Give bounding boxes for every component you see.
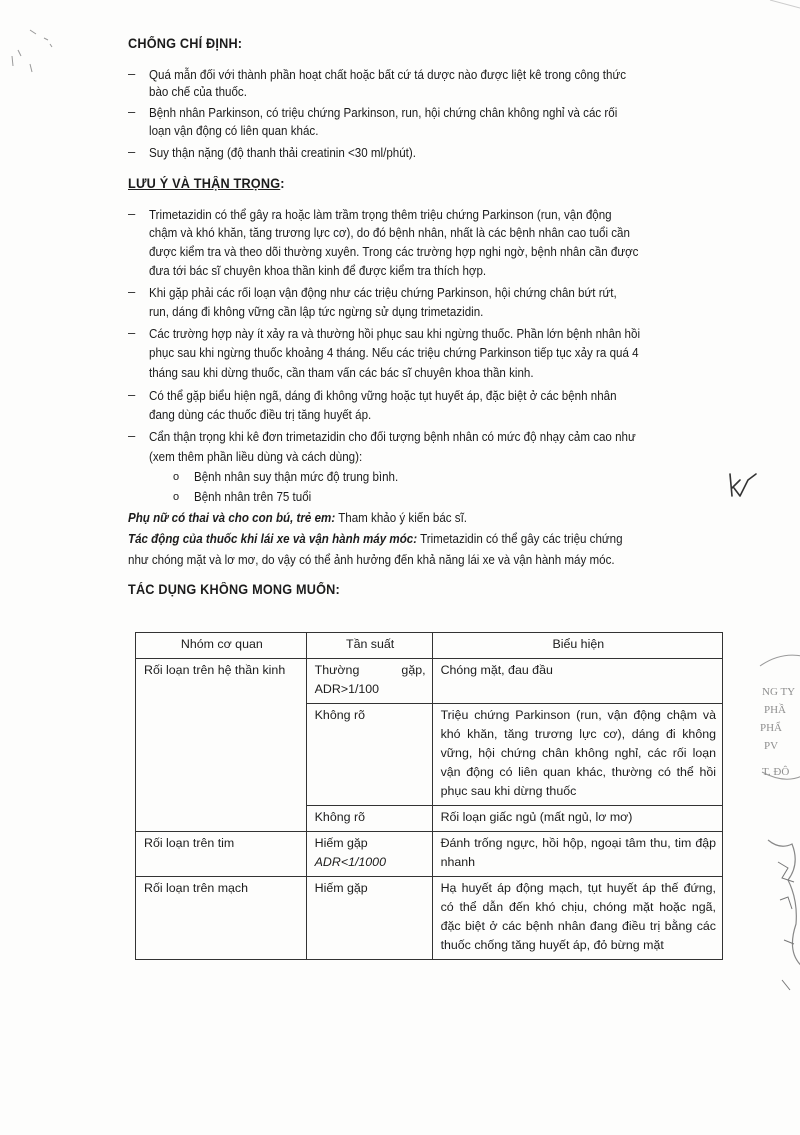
precaution-line: đưa tới bác sĩ chuyên khoa thần kinh để được kiểm tra thích hợp. [149, 264, 487, 278]
bullet-dash: – [128, 325, 136, 340]
driving-label: Tác động của thuốc khi lái xe và vận hành máy móc: [128, 532, 418, 546]
effect-cell [432, 877, 722, 960]
frequency-cell: Không rõ [306, 704, 432, 806]
bullet-circle: o [173, 491, 180, 503]
bullet-dash: – [128, 206, 136, 221]
effect-text: Chóng mặt, đau đầu [440, 663, 553, 677]
effect-text: Hạ huyết áp động mạch, tụt huyết áp thế đứng, có thể dẫn đến khó chịu, chóng mặt hoặc ngã, đặc biệt ở các bệnh nhân đang điều trị bằng các thuốc chống tăng huyết áp, đỏ bừng mặt [440, 881, 716, 952]
contraindication-line: Suy thận nặng (độ thanh thải creatinin <30 ml/phút). [149, 146, 416, 160]
contraindication-line: loạn vận động có liên quan khác. [149, 124, 319, 138]
table-header-cell: Tần suất [306, 633, 432, 659]
stamp-text: T. ĐÔ [762, 766, 790, 778]
precaution-line: tháng sau khi dừng thuốc, cần tham vấn các bác sĩ chuyên khoa thần kinh. [149, 366, 534, 380]
effect-cell: Rối loạn giấc ngủ (mất ngủ, lơ mơ) [432, 806, 722, 832]
precaution-line: đang dùng các thuốc điều trị tăng huyết áp. [149, 408, 372, 422]
precaution-subitem: Bệnh nhân suy thận mức độ trung bình. [194, 470, 399, 484]
precaution-line: run, dáng đi không vững cần lập tức ngừng sử dụng trimetazidin. [149, 305, 484, 319]
organ-cell: Rối loạn trên tim [136, 832, 307, 877]
side-effects-heading: TÁC DỤNG KHÔNG MONG MUỐN: [128, 582, 340, 597]
organ-cell: Rối loạn trên mạch [136, 877, 307, 960]
stamp-text: PHẦ [764, 704, 787, 716]
effect-text: Triệu chứng Parkinson (run, vận động chậm và khó khăn, tăng trương lực cơ), dáng đi không vững, hội chứng chân không nghỉ, các rối loạn vận động có liên quan khác, thường có thể hồi phục sau khi dừng thuốc [440, 708, 716, 798]
frequency-text: Thường gặp, ADR>1/100 [314, 663, 426, 696]
table-row [136, 832, 723, 877]
driving-note [128, 532, 623, 547]
handwritten-initials-icon [726, 470, 760, 500]
bullet-dash: – [128, 284, 136, 299]
precaution-line: chậm và khó khăn, tăng trương lực cơ), do đó bệnh nhân, nhất là các bệnh nhân cao tuổi cần [149, 226, 630, 240]
frequency-ratio: ADR<1/1000 [314, 855, 386, 869]
precaution-line: Trimetazidin có thể gây ra hoặc làm trầm trọng thêm triệu chứng Parkinson (run, vận động [149, 208, 612, 222]
frequency-cell [306, 832, 432, 877]
frequency-text: Hiếm gặp [314, 836, 368, 850]
pregnancy-note [128, 511, 467, 526]
precaution-line: Các trường hợp này ít xảy ra và thường hồi phục sau khi ngừng thuốc. Phần lớn bệnh nhân hồi [149, 327, 641, 341]
bullet-circle: o [173, 471, 180, 483]
contraindication-line: bào chế của thuốc. [149, 85, 247, 99]
stamp-text: NG TY [762, 686, 796, 698]
stamp-text: PHẨ [760, 722, 783, 734]
effect-text: Đánh trống ngực, hồi hộp, ngoại tâm thu, tim đập nhanh [440, 836, 716, 869]
precaution-line: phục sau khi ngừng thuốc khoảng 4 tháng. Nếu các triệu chứng Parkinson tiếp tục xảy ra quá 4 [149, 346, 639, 360]
precautions-heading-text: LƯU Ý VÀ THẬN TRỌNG [128, 176, 281, 191]
pregnancy-label: Phụ nữ có thai và cho con bú, trẻ em: [128, 511, 336, 525]
driving-note-line: như chóng mặt và lơ mơ, do vậy có thể ảnh hưởng đến khả năng lái xe và vận hành máy móc. [128, 553, 615, 567]
bullet-dash: – [128, 104, 136, 119]
bullet-dash: – [128, 66, 136, 81]
frequency-cell: Hiếm gặp [306, 877, 432, 960]
effect-cell [432, 704, 722, 806]
effect-cell [432, 659, 722, 704]
bullet-dash: – [128, 144, 136, 159]
table-header-row [136, 633, 723, 659]
table-row [136, 877, 723, 960]
company-stamp [758, 640, 800, 790]
precaution-subitem: Bệnh nhân trên 75 tuổi [194, 490, 312, 504]
precaution-line: Khi gặp phải các rối loạn vận động như các triệu chứng Parkinson, hội chứng chân bứt rứt, [149, 286, 617, 300]
precautions-heading-colon: : [280, 176, 285, 191]
side-effects-table [135, 632, 723, 960]
contraindication-line: Quá mẫn đối với thành phần hoạt chất hoặc bất cứ tá dược nào được liệt kê trong công thức [149, 68, 627, 82]
precaution-line: được kiểm tra và theo dõi thường xuyên. Trong các trường hợp nghi ngờ, bệnh nhân cần được [149, 245, 639, 259]
organ-cell [136, 659, 307, 832]
driving-text: Trimetazidin có thể gây các triệu chứng [417, 532, 623, 546]
precaution-line: Cẩn thận trọng khi kê đơn trimetazidin cho đối tượng bệnh nhân có mức độ nhạy cảm cao như [149, 430, 636, 444]
pregnancy-text: Tham khảo ý kiến bác sĩ. [335, 511, 468, 525]
organ-text: Rối loạn trên hệ thần kinh [144, 663, 286, 677]
precaution-line: (xem thêm phần liều dùng và cách dùng): [149, 450, 363, 464]
bullet-dash: – [128, 428, 136, 443]
bullet-dash: – [128, 387, 136, 402]
precaution-line: Có thể gặp biểu hiện ngã, dáng đi không vững hoặc tụt huyết áp, đặc biệt ở các bệnh nhân [149, 389, 617, 403]
contraindication-line: Bệnh nhân Parkinson, có triệu chứng Parkinson, run, hội chứng chân không nghỉ và các rối [149, 106, 618, 120]
contraindications-heading: CHỐNG CHỈ ĐỊNH: [128, 36, 243, 51]
stamp-text: PV [764, 740, 779, 752]
precautions-heading [128, 176, 285, 191]
frequency-cell: Không rõ [306, 806, 432, 832]
table-header-cell: Biểu hiện [432, 633, 722, 659]
table-row [136, 659, 723, 704]
effect-cell [432, 832, 722, 877]
frequency-cell [306, 659, 432, 704]
table-header-cell: Nhóm cơ quan [136, 633, 307, 659]
